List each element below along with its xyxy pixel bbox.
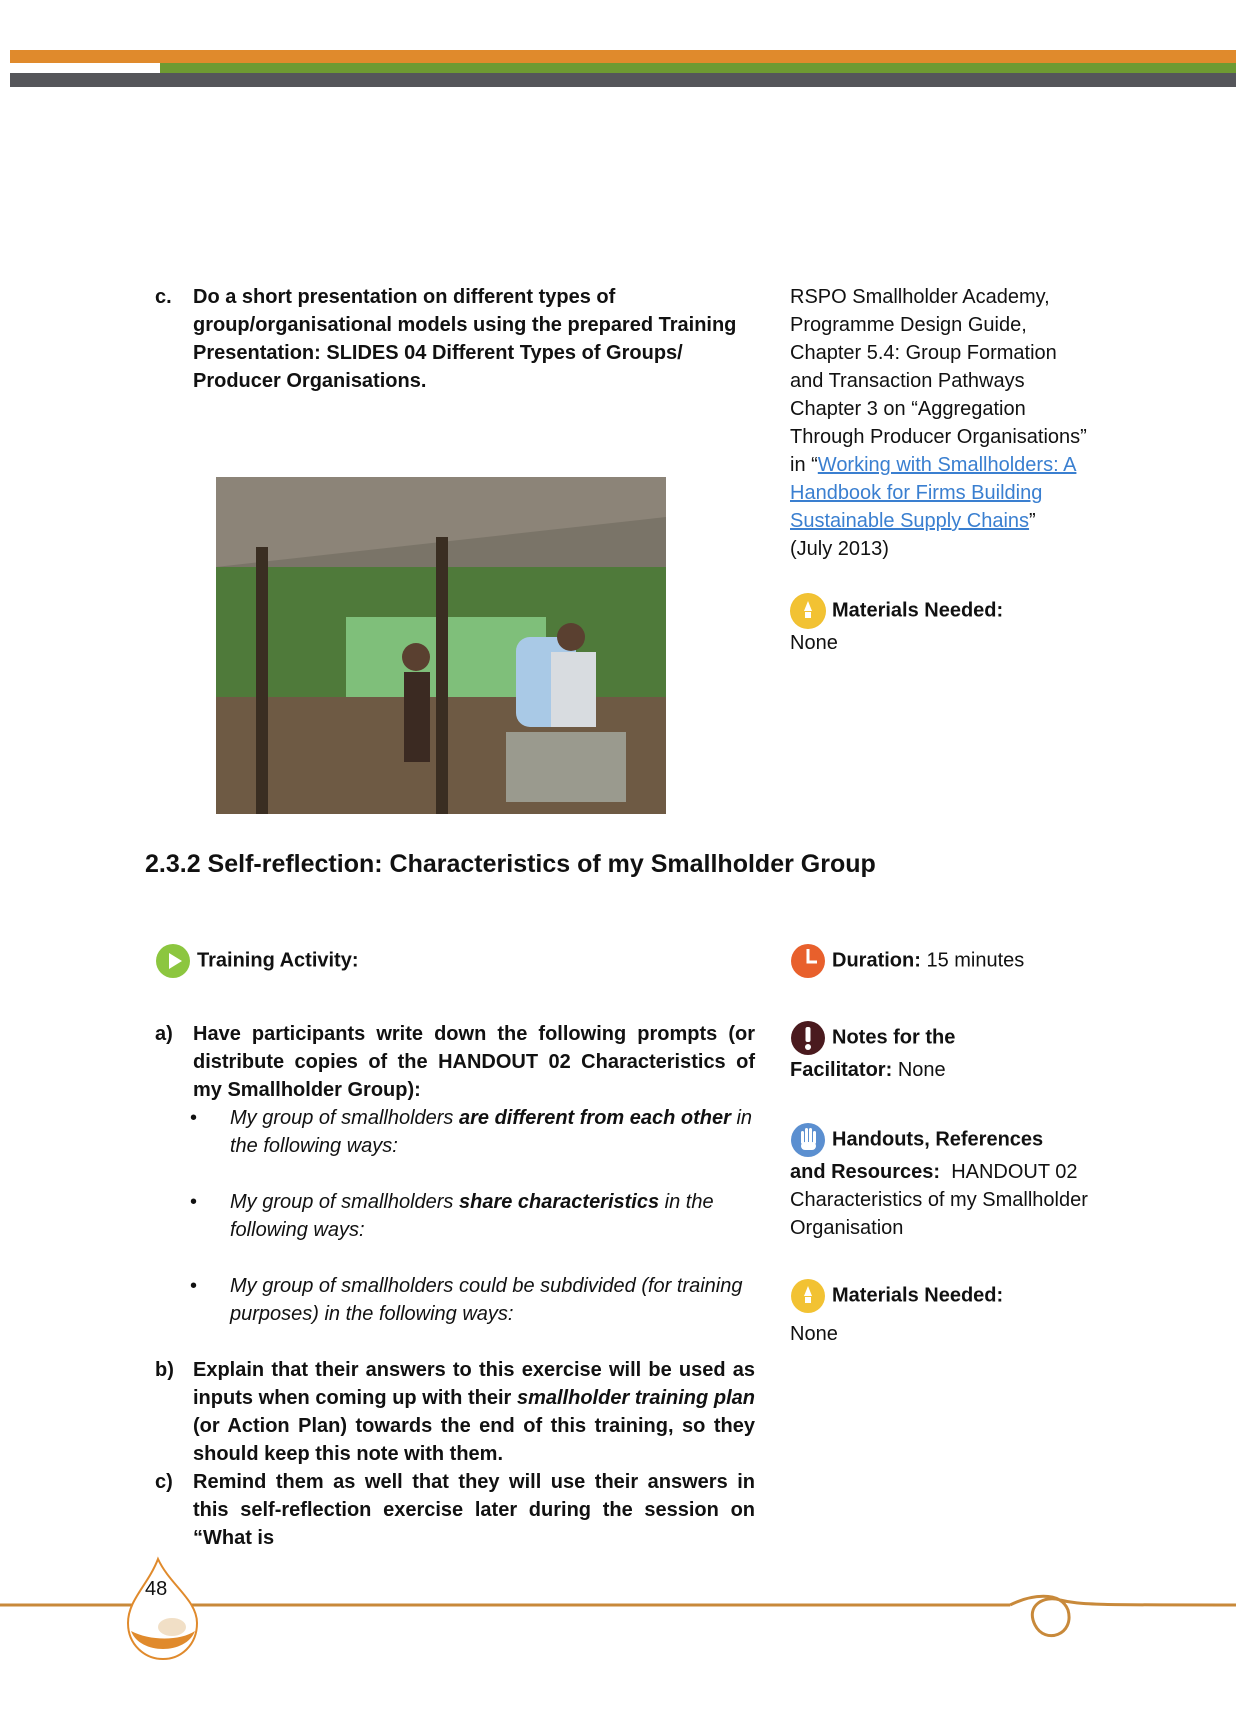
lightbulb-icon xyxy=(790,593,826,629)
exclamation-icon xyxy=(790,1020,826,1056)
activity-item-c: c) Remind them as well that they will use their answers in this self-reflection exercise later during the session on “What is xyxy=(155,1471,755,1549)
materials-top xyxy=(790,593,1090,657)
lightbulb-icon xyxy=(790,1278,826,1314)
header-bar-white xyxy=(10,63,160,73)
materials-bottom-value: None xyxy=(790,1323,838,1345)
play-icon xyxy=(155,943,191,979)
footer-decoration xyxy=(0,1555,1236,1665)
handouts-label-1: Handouts, References xyxy=(832,1128,1044,1151)
hand-icon xyxy=(790,1122,826,1158)
activity-item-b: b) Explain that their answers to this exercise will be used as inputs when coming up with their smallholder training plan (or Action Plan) towards the end of this training, so they should keep this note with them. xyxy=(155,1359,755,1465)
reference-date: (July 2013) xyxy=(790,538,889,560)
handbook-link[interactable]: Working with Smallholders: A Handbook for Firms Building Sustainable Supply Chains xyxy=(790,454,1077,532)
reference-handbook: Chapter 3 on “Aggregation Through Producer Organisations” in “Working with Smallholders: A Handbook for Firms Building Sustainable Supply Chains” xyxy=(790,398,1087,532)
duration-label: Duration: xyxy=(832,949,921,972)
header-bar-gray xyxy=(10,73,1236,87)
training-activity-label: Training Activity: xyxy=(197,949,359,972)
materials-bottom xyxy=(790,1278,1090,1348)
photo-palm-fruit-weighing-station xyxy=(216,477,666,814)
header-bar-green xyxy=(160,63,1236,73)
materials-top-value: None xyxy=(790,632,838,654)
bullet-share: • My group of smallholders share characteristics in the following ways: xyxy=(190,1191,714,1241)
materials-top-label: Materials Needed: xyxy=(832,599,1004,622)
duration-value: 15 minutes xyxy=(926,949,1025,972)
duration-block xyxy=(790,943,1090,979)
handouts-block xyxy=(790,1122,1090,1242)
bullet-subdivided: • My group of smallholders could be subdivided (for training purposes) in the following ways: xyxy=(190,1275,743,1325)
top-list-text: Do a short presentation on different types of group/organisational models using the prepared Training Presentation: SLIDES 04 Different Types of Groups/ Producer Organisations. xyxy=(193,286,737,392)
notes-label-1: Notes for the xyxy=(832,1026,956,1049)
activity-item-a: a) Have participants write down the following prompts (or distribute copies of the HANDOUT 02 Characteristics of my Smallholder Group): xyxy=(155,1023,755,1101)
page-number: 48 xyxy=(145,1578,168,1600)
materials-bottom-label: Materials Needed: xyxy=(832,1284,1004,1307)
clock-icon xyxy=(790,943,826,979)
references-block xyxy=(790,283,1090,657)
top-list-item xyxy=(155,283,755,395)
notes-label-2: Facilitator: xyxy=(790,1059,893,1081)
training-activity-header xyxy=(155,943,655,979)
handouts-label-2: and Resources: xyxy=(790,1161,941,1183)
section-heading: 2.3.2 Self-reflection: Characteristics of my Smallholder Group xyxy=(145,850,876,878)
notes-value: None xyxy=(897,1059,946,1081)
reference-design-guide: RSPO Smallholder Academy, Programme Design Guide, Chapter 5.4: Group Formation and Transaction Pathways xyxy=(790,286,1057,392)
handouts-value: HANDOUT 02 Characteristics of my Smallholder Organisation xyxy=(790,1161,1088,1239)
notes-block xyxy=(790,1020,1090,1084)
bullet-different: • My group of smallholders are different from each other in the following ways: xyxy=(190,1107,753,1157)
top-list-label: c. xyxy=(155,286,172,308)
header-bar-orange xyxy=(10,50,1236,63)
